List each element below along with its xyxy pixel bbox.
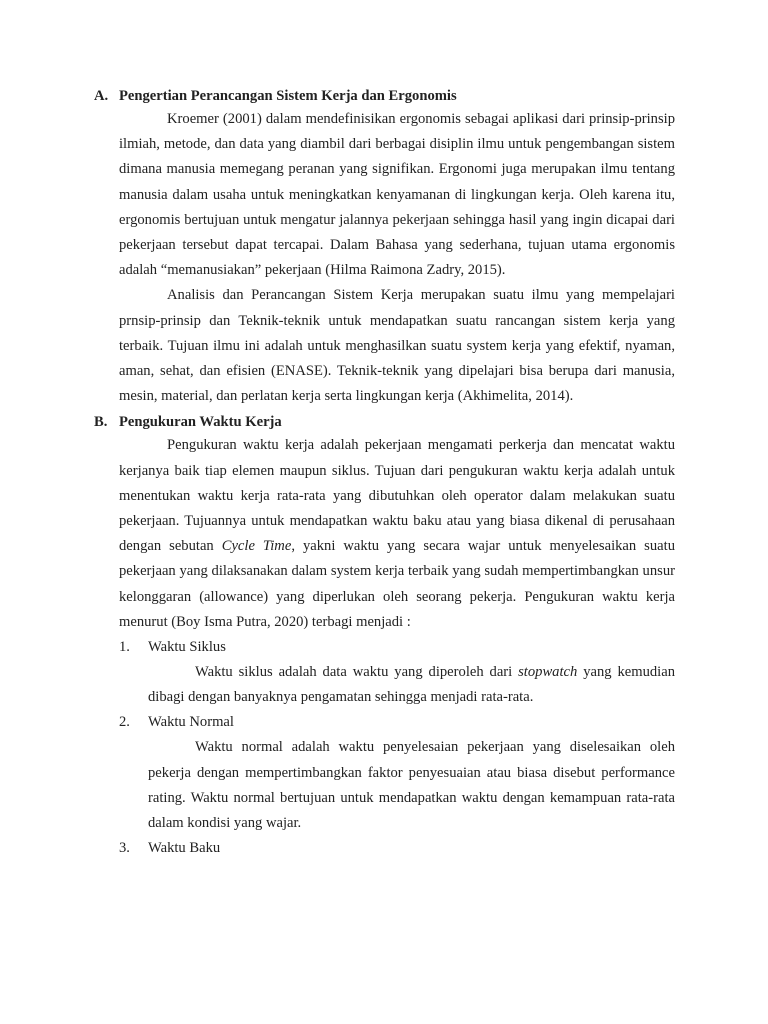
text-run: Waktu siklus adalah data waktu yang diperoleh dari [195,664,519,681]
section-heading-b [94,411,675,433]
italic-term: Cycle Time [221,538,292,555]
text-run: Waktu normal adalah waktu penyelesaian pekerjaan yang diselesaikan oleh pekerja dengan mempertimbangkan faktor penyesuaian atau biasa disebut performance rating. Waktu normal bertujuan untuk mendapatkan waktu dengan kemampuan rata-rata dalam kondisi yang wajar. [148,739,675,832]
text-run: Pengukuran waktu kerja adalah pekerjaan mengamati perkerja dan mencatat waktu kerjanya baik tiap elemen maupun siklus. Tujuan dari pengukuran waktu kerja adalah untuk menentukan waktu kerja rata-rata yang dibutuhkan oleh operator dalam melakukan suatu pekerjaan. Tujuannya untuk mendapatkan waktu baku atau yang biasa dikenal di perusahaan dengan sebutan [119,437,675,555]
paragraph-perancangan-sistem-kerja: Analisis dan Perancangan Sistem Kerja merupakan suatu ilmu yang mempelajari prnsip-prinsip dan Teknik-teknik untuk mendapatkan suatu rancangan sistem kerja yang terbaik. Tujuan ilmu ini adalah untuk menghasilkan suatu system kerja yang efektif, nyaman, aman, sehat, dan efisien (ENASE). Teknik-teknik yang dipelajari bisa berupa dari manusia, mesin, material, dan perlatan kerja serta lingkungan kerja (Akhimelita, 2014). [119,287,675,405]
paragraph-ergonomi-definition: Kroemer (2001) dalam mendefinisikan ergonomis sebagai aplikasi dari prinsip-prinsip ilmiah, metode, dan data yang diambil dari berbagai disiplin ilmu untuk pengembangan sistem dimana manusia memegang peranan yang signifikan. Ergonomi juga merupakan ilmu tentang manusia dalam usaha untuk meningkatkan kenyamanan di lingkungan kerja. Oleh karena itu, ergonomis bertujuan untuk mengatur jalannya pekerjaan sehingga hasil yang ingin dicapai dari pekerjaan tersebut dapat tercapai. Dalam Bahasa yang sederhana, tujuan utama ergonomis adalah “memanusiakan” pekerjaan (Hilma Raimona Zadry, 2015). [119,111,675,279]
list-number: 3. [119,840,130,857]
list-item-waktu-normal [94,710,675,735]
list-number: 1. [119,639,130,656]
list-item-title: Waktu Normal [148,714,234,731]
paragraph-waktu-normal [148,735,675,836]
list-item-waktu-baku [94,836,675,861]
italic-term: stopwatch [518,664,578,681]
section-letter: A. [94,88,109,104]
list-item-title: Waktu Siklus [148,639,226,656]
paragraph-waktu-siklus [148,660,675,710]
section-title: Pengukuran Waktu Kerja [119,414,282,431]
list-item-title: Waktu Baku [148,840,221,857]
section-letter: B. [94,414,108,431]
section-heading-a [94,85,675,107]
list-item-waktu-siklus [94,635,675,660]
document-body [94,85,675,861]
text-run: yang kemudian dibagi dengan banyaknya pengamatan sehingga menjadi rata-rata. [148,664,676,706]
paragraph-pengukuran-waktu-kerja [119,433,675,635]
text-run: , yakni waktu yang secara wajar untuk menyelesaikan suatu pekerjaan yang dilaksanakan dalam system kerja terbaik yang sudah mempertimbangkan unsur kelonggaran (allowance) yang diperlukan oleh seorang pekerja. Pengukuran waktu kerja menurut (Boy Isma Putra, 2020) terbagi menjadi : [119,538,675,630]
list-number: 2. [119,714,130,731]
section-title: Pengertian Perancangan Sistem Kerja dan Ergonomis [119,88,457,104]
